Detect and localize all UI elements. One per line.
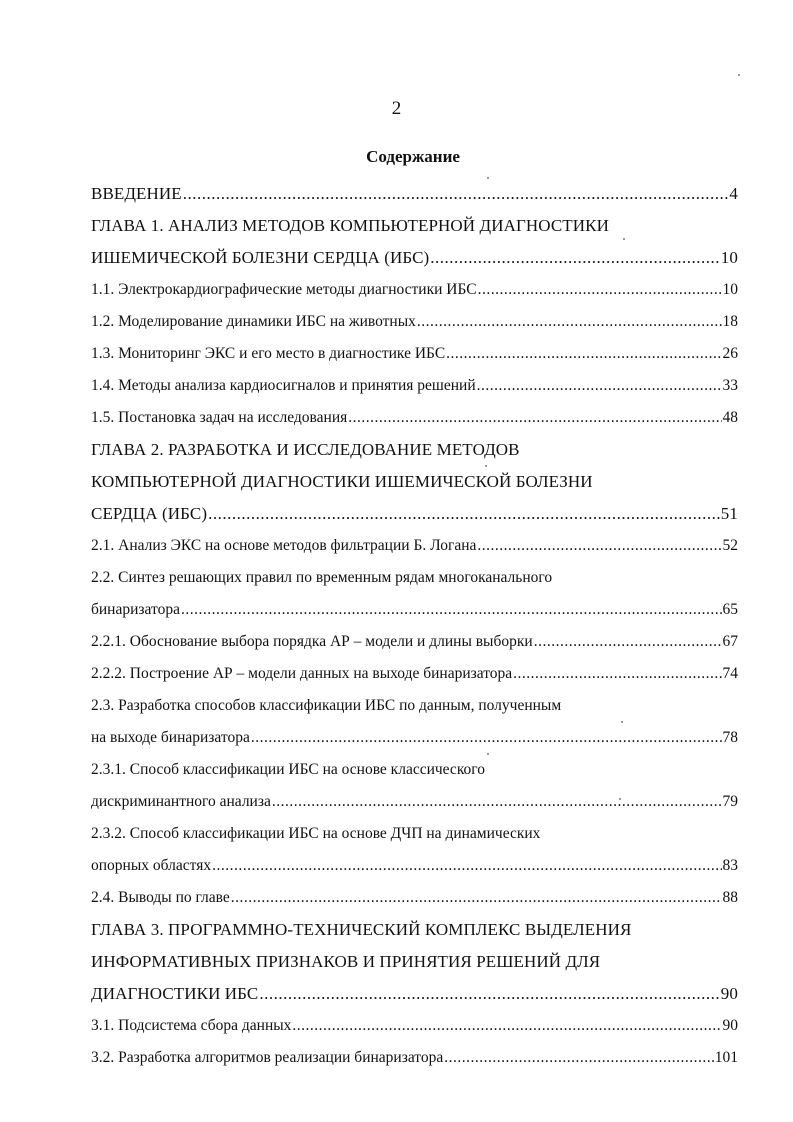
toc-entry-page: 33 [722,377,738,394]
toc-entry-text: 1.1. Электрокардиографические методы диагностики ИБС [91,281,477,298]
toc-leader-dots [444,1042,713,1074]
toc-entry-page: 10 [722,281,738,298]
toc-entry-page: 67 [722,633,738,650]
toc-entry [91,690,738,722]
toc-leader-dots [513,658,721,690]
toc-entry-text: ГЛАВА 3. ПРОГРАММНО-ТЕХНИЧЕСКИЙ КОМПЛЕКС ВЫДЕЛЕНИЯ [91,920,632,939]
toc-entry-page: 26 [722,345,738,362]
table-of-contents [91,178,738,1074]
toc-entry-text: 2.3.1. Способ классификации ИБС на основе классического [91,761,486,778]
toc-entry-text: 2.4. Выводы по главе [91,889,230,906]
toc-entry [91,1010,738,1042]
toc-entry-page: 52 [722,537,738,554]
toc-entry-page: 88 [722,889,738,906]
toc-entry [91,562,738,594]
toc-entry-page: 65 [722,601,738,618]
toc-entry-page: 90 [720,984,738,1003]
toc-entry-text: 3.2. Разработка алгоритмов реализации бинаризатора [91,1049,444,1066]
toc-leader-dots [417,306,722,338]
toc-entry [91,882,738,914]
toc-entry [91,786,738,818]
toc-leader-dots [272,786,722,818]
toc-entry [91,850,738,882]
toc-entry [91,754,738,786]
toc-leader-dots [212,850,721,882]
toc-entry-text: 1.3. Мониторинг ЭКС и его место в диагностике ИБС [91,345,446,362]
toc-leader-dots [208,498,720,530]
toc-entry-page: 10 [720,248,738,267]
toc-leader-dots [534,626,722,658]
toc-entry [91,658,738,690]
toc-entry-page: 101 [714,1049,738,1066]
toc-leader-dots [478,274,722,306]
toc-entry-text: 1.4. Методы анализа кардиосигналов и принятия решений [91,377,476,394]
toc-entry-text: опорных областях [91,857,212,874]
toc-entry-text: 2.2. Синтез решающих правил по временным рядам многоканального [91,569,553,586]
toc-entry-page: 83 [722,857,738,874]
toc-entry-text: ВВЕДЕНИЕ [91,184,182,203]
toc-entry-page: 79 [722,793,738,810]
toc-entry [91,498,738,530]
toc-entry-text: дискриминантного анализа [91,793,271,810]
toc-entry [91,178,738,210]
toc-entry [91,370,738,402]
toc-entry-text: 2.3.2. Способ классификации ИБС на основе ДЧП на динамических [91,825,541,842]
toc-entry-text: 2.2.2. Построение АР – модели данных на выходе бинаризатора [91,665,513,682]
toc-leader-dots [183,178,729,210]
toc-entry-text: 2.3. Разработка способов классификации ИБС по данным, полученным [91,697,562,714]
toc-entry [91,306,738,338]
toc-entry-text: ИНФОРМАТИВНЫХ ПРИЗНАКОВ И ПРИНЯТИЯ РЕШЕНИЙ ДЛЯ [91,952,601,971]
toc-entry [91,242,738,274]
toc-entry-page: 90 [722,1017,738,1034]
toc-entry [91,914,738,946]
toc-entry-text: СЕРДЦА (ИБС) [91,504,208,523]
toc-entry [91,434,738,466]
toc-entry-text: 1.5. Постановка задач на исследования [91,409,348,426]
toc-entry-text: ГЛАВА 2. РАЗРАБОТКА И ИССЛЕДОВАНИЕ МЕТОДОВ [91,440,520,459]
scan-speck [619,798,621,800]
toc-entry [91,210,738,242]
toc-leader-dots [348,402,721,434]
toc-entry [91,402,738,434]
toc-entry-page: 48 [722,409,738,426]
toc-entry [91,530,738,562]
toc-entry [91,594,738,626]
toc-entry [91,818,738,850]
toc-entry-page: 51 [720,504,738,523]
scan-speck [487,753,489,755]
toc-entry [91,1042,738,1074]
toc-entry [91,466,738,498]
toc-leader-dots [181,594,722,626]
toc-entry [91,722,738,754]
toc-entry-text: бинаризатора [91,601,180,618]
toc-title: Содержание [366,147,460,166]
toc-entry-page: 18 [722,313,738,330]
toc-leader-dots [259,978,719,1010]
toc-entry-text: ГЛАВА 1. АНАЛИЗ МЕТОДОВ КОМПЬЮТЕРНОЙ ДИАГНОСТИКИ [91,216,609,235]
toc-leader-dots [446,338,721,370]
toc-entry [91,626,738,658]
toc-entry-text: 2.1. Анализ ЭКС на основе методов фильтрации Б. Логана [91,537,477,554]
toc-leader-dots [292,1010,721,1042]
toc-leader-dots [430,242,720,274]
toc-entry-text: на выходе бинаризатора [91,729,250,746]
toc-entry-page: 78 [722,729,738,746]
toc-entry-text: 2.2.1. Обоснование выбора порядка АР – модели и длины выборки [91,633,533,650]
toc-entry-text: КОМПЬЮТЕРНОЙ ДИАГНОСТИКИ ИШЕМИЧЕСКОЙ БОЛЕЗНИ [91,472,593,491]
toc-entry-page: 74 [722,665,738,682]
toc-leader-dots [251,722,722,754]
toc-entry-text: 3.1. Подсистема сбора данных [91,1017,292,1034]
scan-speck [487,177,489,179]
page-number: 2 [391,98,402,119]
toc-entry [91,338,738,370]
toc-entry [91,946,738,978]
scan-speck [738,74,740,76]
scan-speck [485,465,487,467]
toc-entry-text: ИШЕМИЧЕСКОЙ БОЛЕЗНИ СЕРДЦА (ИБС) [91,248,430,267]
toc-entry-text: 1.2. Моделирование динамики ИБС на животных [91,313,416,330]
scan-speck [621,721,623,723]
toc-entry-text: ДИАГНОСТИКИ ИБС [91,984,259,1003]
scan-speck [623,238,625,240]
toc-entry [91,978,738,1010]
toc-leader-dots [477,530,721,562]
toc-leader-dots [231,882,722,914]
toc-entry-page: 4 [729,184,738,203]
toc-entry [91,274,738,306]
toc-leader-dots [477,370,722,402]
